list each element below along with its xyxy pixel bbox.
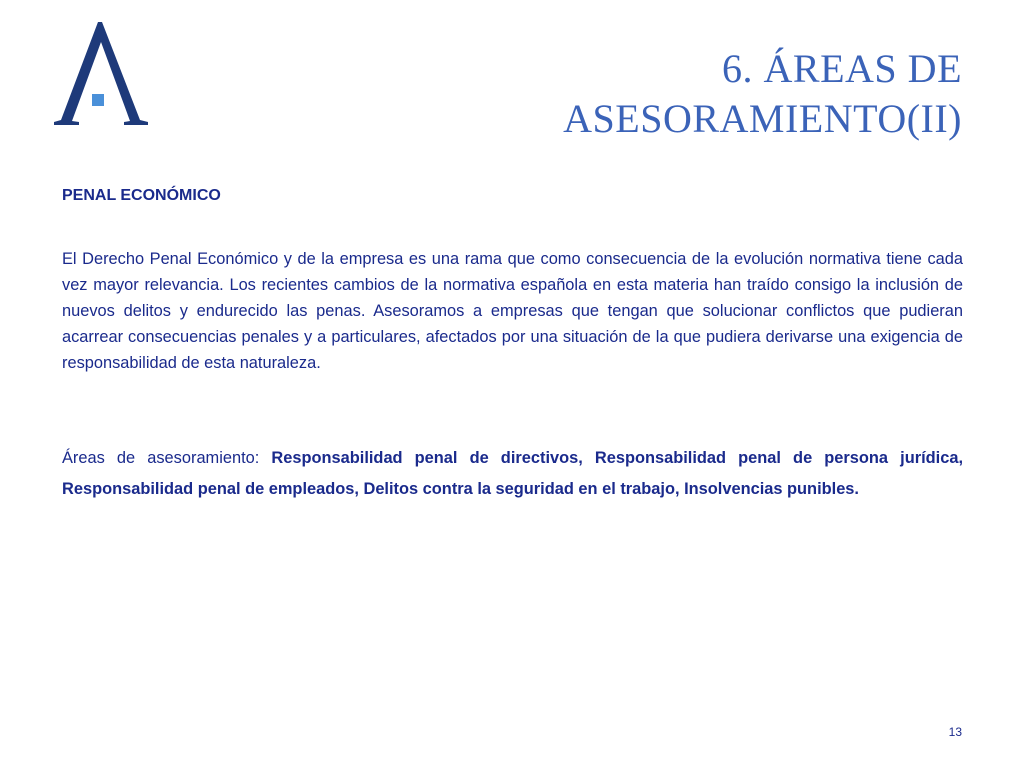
description-paragraph: El Derecho Penal Económico y de la empresa es una rama que como consecuencia de la evolución normativa tiene cada vez mayor relevancia. Los recientes cambios de la normativa española en esta materia han traído consigo la inclusión de nuevos delitos y endurecido las penas. Asesoramos a empresas que tengan que solucionar conflictos que pudieran acarrear consecuencias penales y a particulares, afectados por una situación de la que pudiera derivarse una exigencia de responsabilidad de esta naturaleza. [62, 250, 963, 372]
slide-title-line2: ASESORAMIENTO(II) [563, 96, 962, 141]
logo-letter-a-icon [54, 22, 148, 125]
areas-paragraph [62, 443, 963, 505]
areas-label: Áreas de asesoramiento: [62, 449, 272, 467]
firm-logo [52, 18, 152, 128]
page-number: 13 [948, 725, 962, 739]
logo-square-icon [92, 94, 104, 106]
areas-list: Responsabilidad penal de directivos, Responsabilidad penal de persona jurídica, Responsabilidad penal de empleados, Delitos contra la seguridad en el trabajo, Insolvencias punibles. [62, 449, 963, 498]
slide-title-line1: 6. ÁREAS DE [722, 46, 962, 91]
section-heading: PENAL ECONÓMICO [62, 187, 221, 204]
slide-title [563, 44, 962, 144]
